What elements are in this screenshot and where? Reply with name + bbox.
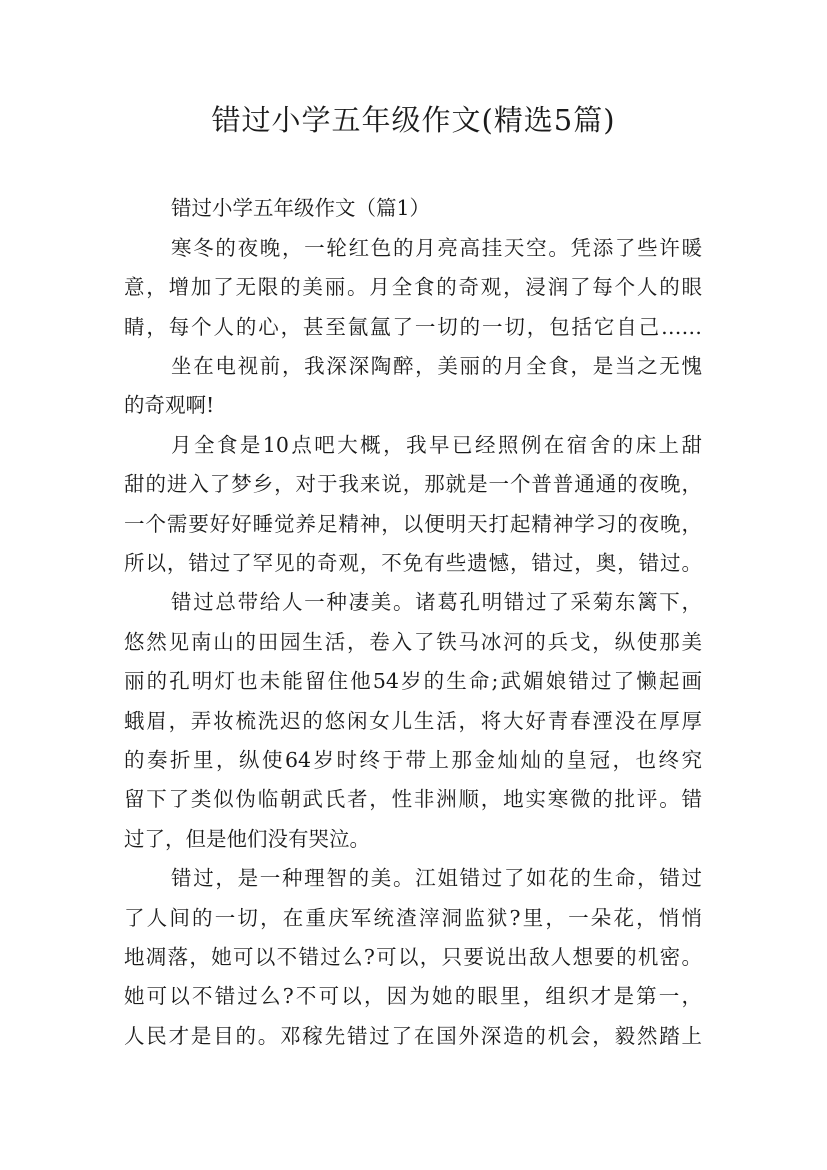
paragraph-line: 了人间的一切，在重庆军统渣滓洞监狱?里，一朵花，悄悄 (124, 906, 702, 930)
paragraph-line: 的奏折里，纵使64岁时终于带上那金灿灿的皇冠，也终究 (124, 748, 702, 772)
paragraph-line: 她可以不错过么?不可以，因为她的眼里，组织才是第一， (124, 984, 702, 1008)
section-heading: 错过小学五年级作文（篇1） (171, 196, 431, 220)
paragraph-line: 丽的孔明灯也未能留住他54岁的生命;武媚娘错过了懒起画 (124, 669, 702, 693)
paragraph-line: 过了，但是他们没有哭泣。 (124, 827, 370, 851)
paragraph-line: 寒冬的夜晚，一轮红色的月亮高挂天空。凭添了些许暖 (171, 236, 702, 260)
document-title: 错过小学五年级作文(精选5篇) (211, 103, 616, 137)
paragraph-line: 甜的进入了梦乡，对于我来说，那就是一个普普通通的夜晚， (124, 472, 702, 496)
paragraph-line: 的奇观啊! (124, 393, 215, 417)
paragraph-line: 地凋落，她可以不错过么?可以，只要说出敌人想要的机密。 (124, 945, 702, 969)
paragraph-line: 蛾眉，弄妆梳洗迟的悠闲女儿生活，将大好青春湮没在厚厚 (124, 709, 702, 733)
paragraph-line: 悠然见南山的田园生活，卷入了铁马冰河的兵戈，纵使那美 (124, 630, 702, 654)
paragraph-line: 留下了类似伪临朝武氏者，性非洲顺，地实寒微的批评。错 (124, 787, 702, 811)
paragraph-line: 意，增加了无限的美丽。月全食的奇观，浸润了每个人的眼 (124, 275, 702, 299)
paragraph-line: 一个需要好好睡觉养足精神，以便明天打起精神学习的夜晚， (124, 512, 702, 536)
paragraph-line: 坐在电视前，我深深陶醉，美丽的月全食，是当之无愧 (171, 354, 702, 378)
paragraph-line: 人民才是目的。邓稼先错过了在国外深造的机会，毅然踏上 (124, 1024, 702, 1048)
paragraph-line: 所以，错过了罕见的奇观，不免有些遗憾，错过，奥，错过。 (124, 551, 702, 575)
paragraph-line: 睛，每个人的心，甚至氤氲了一切的一切，包括它自己…… (124, 315, 702, 339)
paragraph-line: 月全食是10点吧大概，我早已经照例在宿舍的床上甜 (171, 433, 702, 457)
paragraph-line: 错过，是一种理智的美。江姐错过了如花的生命，错过 (171, 866, 702, 890)
paragraph-line: 错过总带给人一种凄美。诸葛孔明错过了采菊东篱下， (171, 590, 702, 614)
